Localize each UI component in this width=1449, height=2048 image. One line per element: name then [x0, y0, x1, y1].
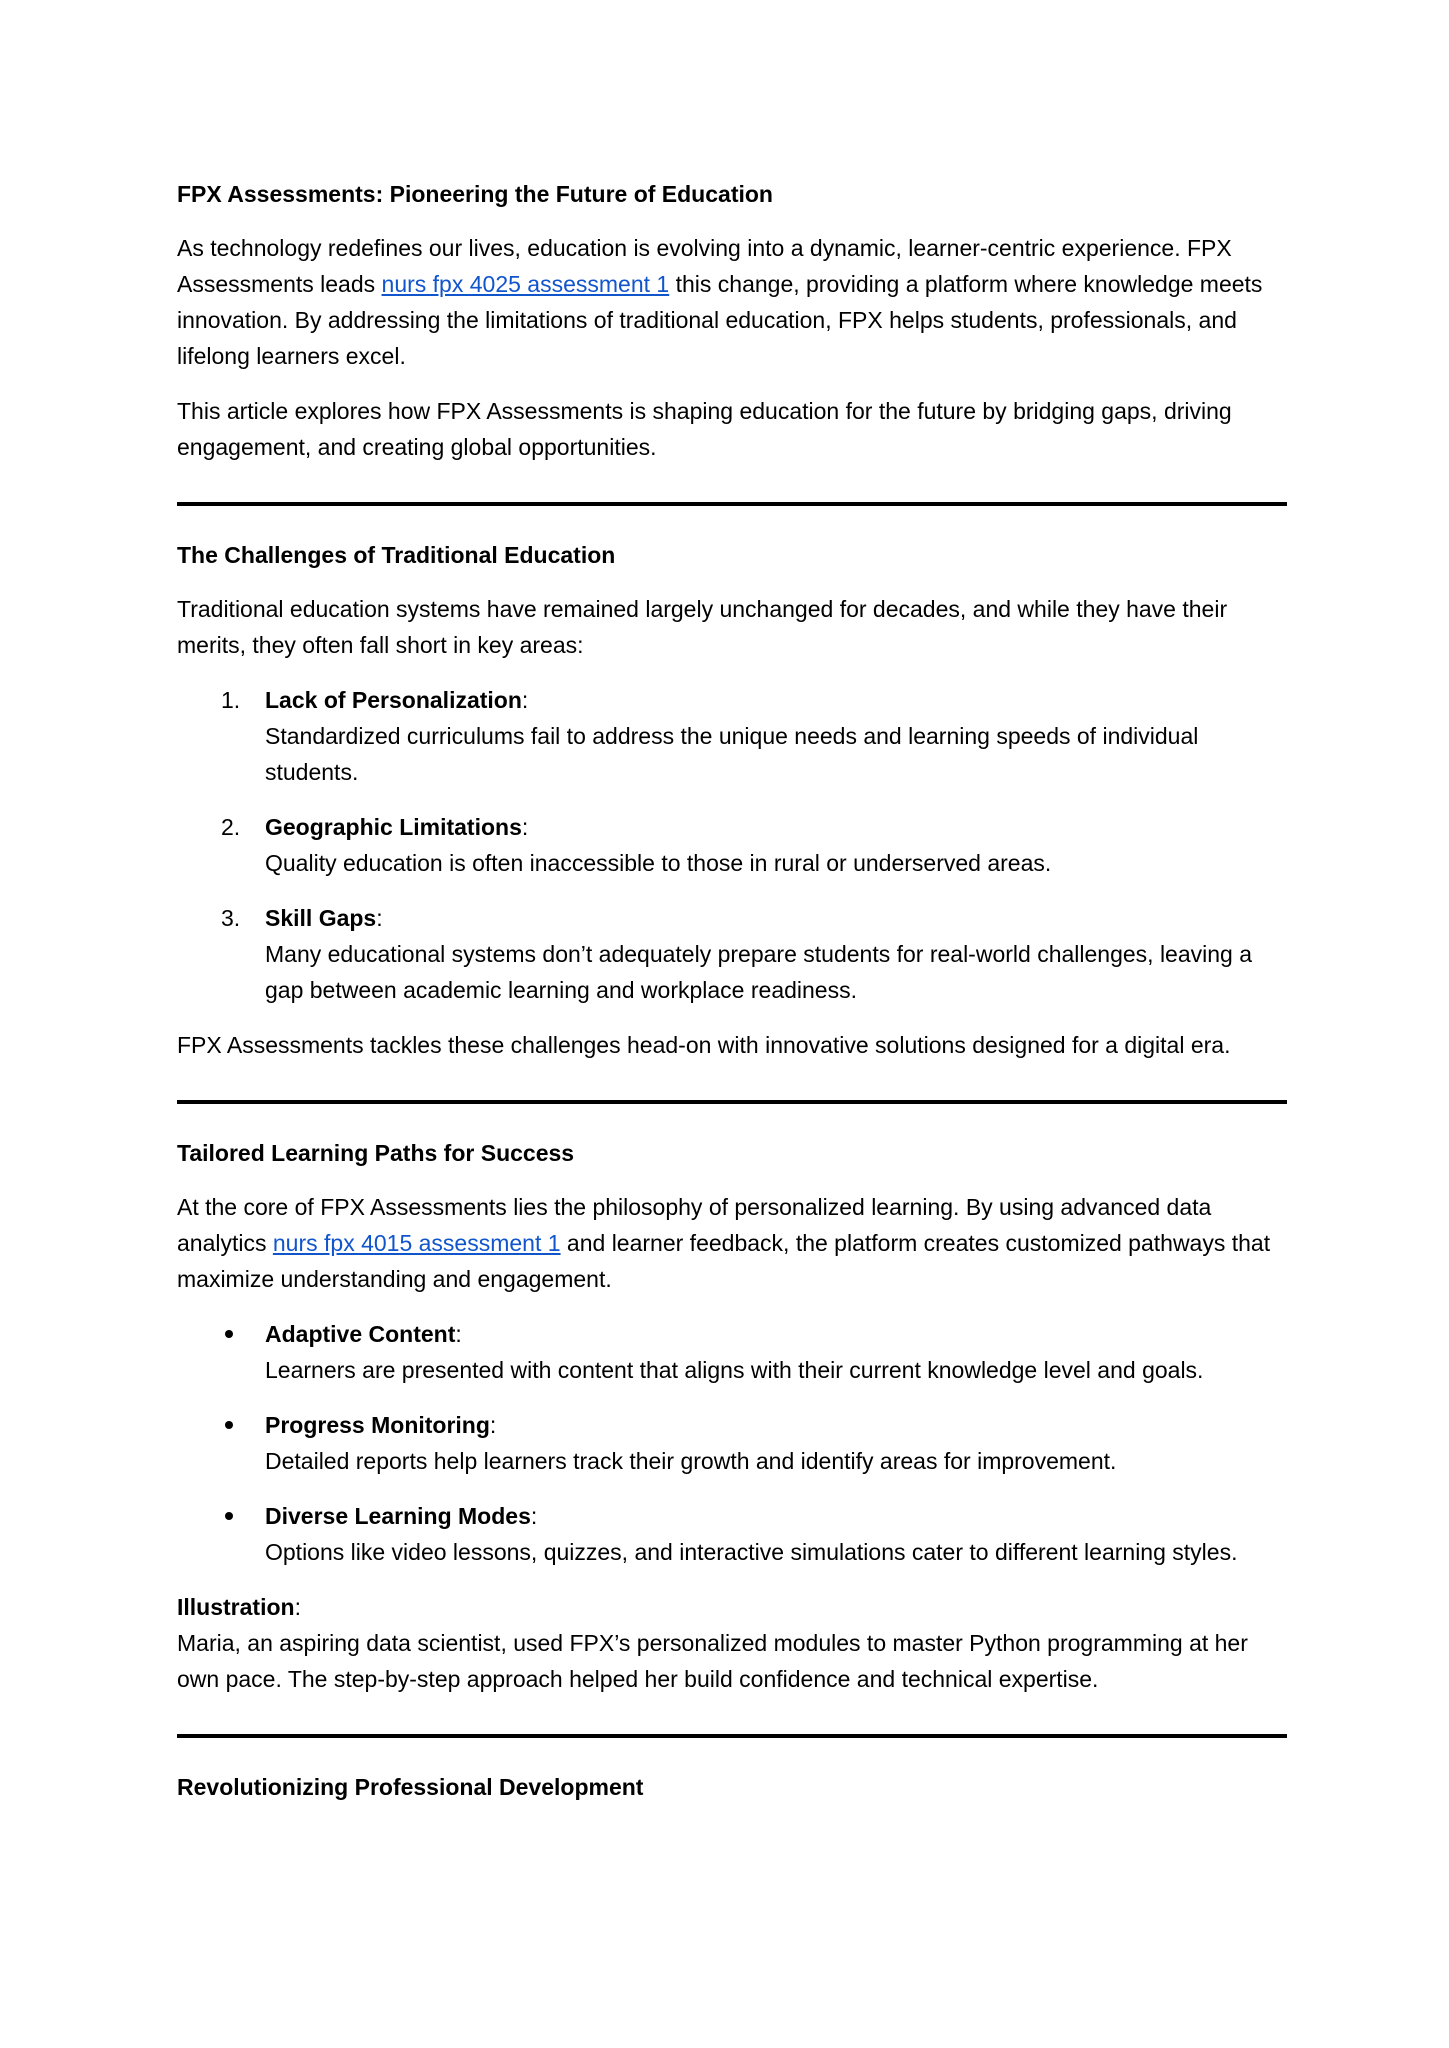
list-item: 2. Geographic Limitations: Quality education is often inaccessible to those in rural or underserved areas. — [177, 809, 1287, 881]
list-item: Adaptive Content: Learners are presented with content that aligns with their current knowledge level and goals. — [177, 1316, 1287, 1388]
list-item-desc: Learners are presented with content that aligns with their current knowledge level and goals. — [265, 1357, 1204, 1383]
challenges-outro: FPX Assessments tackles these challenges head-on with innovative solutions designed for a digital era. — [177, 1032, 1231, 1058]
list-item-term: Adaptive Content — [265, 1321, 456, 1347]
section-title-tailored-learning: Tailored Learning Paths for Success — [177, 1140, 575, 1166]
tailored-text-before: At the core of FPX Assessments lies the philosophy of personalized learning. By using advanced data analytics — [177, 1194, 1212, 1256]
illustration-label: Illustration — [177, 1594, 295, 1620]
list-item-desc: Options like video lessons, quizzes, and interactive simulations cater to different learning styles. — [265, 1539, 1238, 1565]
list-number: 3. — [221, 905, 241, 931]
list-item: Diverse Learning Modes: Options like video lessons, quizzes, and interactive simulations cater to different learning styles. — [177, 1498, 1287, 1570]
section-divider — [177, 1734, 1287, 1738]
section-title-challenges: The Challenges of Traditional Education — [177, 542, 616, 568]
bullet-icon — [225, 1421, 233, 1429]
list-item-desc: Detailed reports help learners track their growth and identify areas for improvement. — [265, 1448, 1117, 1474]
list-item: 3. Skill Gaps: Many educational systems don’t adequately prepare students for real-world challenges, leaving a gap between academic learning and workplace readiness. — [177, 900, 1287, 1008]
article-overview-paragraph: This article explores how FPX Assessments is shaping education for the future by bridging gaps, driving engagement, and creating global opportunities. — [177, 398, 1232, 460]
tailored-text-after: and learner feedback, the platform creates customized pathways that maximize understanding and engagement. — [177, 1230, 1271, 1292]
link-nurs-fpx-4025[interactable]: nurs fpx 4025 assessment 1 — [381, 271, 670, 297]
bullet-icon — [225, 1330, 233, 1338]
section-divider — [177, 502, 1287, 506]
section-divider — [177, 1100, 1287, 1104]
tailored-intro — [177, 1189, 1287, 1297]
link-nurs-fpx-4015[interactable]: nurs fpx 4015 assessment 1 — [272, 1230, 561, 1256]
list-item-desc: Standardized curriculums fail to address the unique needs and learning speeds of individual students. — [265, 723, 1199, 785]
list-item-term: Diverse Learning Modes — [265, 1503, 531, 1529]
list-item: 1. Lack of Personalization: Standardized curriculums fail to address the unique needs and learning speeds of individual students. — [177, 682, 1287, 790]
list-item: Progress Monitoring: Detailed reports help learners track their growth and identify areas for improvement. — [177, 1407, 1287, 1479]
illustration-paragraph: Illustration: Maria, an aspiring data scientist, used FPX’s personalized modules to master Python programming at her own pace. The step-by-step approach helped her build confidence and technical expertise. — [177, 1589, 1287, 1697]
illustration-text: Maria, an aspiring data scientist, used FPX’s personalized modules to master Python programming at her own pace. The step-by-step approach helped her build confidence and technical expertise. — [177, 1630, 1248, 1692]
challenges-intro: Traditional education systems have remained largely unchanged for decades, and while they have their merits, they often fall short in key areas: — [177, 596, 1228, 658]
challenges-list — [177, 682, 1287, 1008]
list-item-term: Geographic Limitations — [265, 814, 522, 840]
intro-paragraph — [177, 230, 1287, 374]
list-item-term: Progress Monitoring — [265, 1412, 490, 1438]
intro-text-before: As technology redefines our lives, education is evolving into a dynamic, learner-centric experience. FPX Assessments leads — [177, 235, 1232, 297]
list-item-term: Lack of Personalization — [265, 687, 522, 713]
list-item-desc: Many educational systems don’t adequately prepare students for real-world challenges, leaving a gap between academic learning and workplace readiness. — [265, 941, 1253, 1003]
section-title-professional-development: Revolutionizing Professional Development — [177, 1774, 644, 1800]
list-item-term: Skill Gaps — [265, 905, 377, 931]
intro-text-after: this change, providing a platform where knowledge meets innovation. By addressing the limitations of traditional education, FPX helps students, professionals, and lifelong learners excel. — [177, 271, 1263, 369]
bullet-icon — [225, 1512, 233, 1520]
list-number: 2. — [221, 814, 241, 840]
list-item-desc: Quality education is often inaccessible to those in rural or underserved areas. — [265, 850, 1052, 876]
section-title-fpx-assessments: FPX Assessments: Pioneering the Future of Education — [177, 181, 773, 207]
document-body — [177, 176, 1287, 1823]
list-number: 1. — [221, 687, 241, 713]
features-list — [177, 1316, 1287, 1570]
